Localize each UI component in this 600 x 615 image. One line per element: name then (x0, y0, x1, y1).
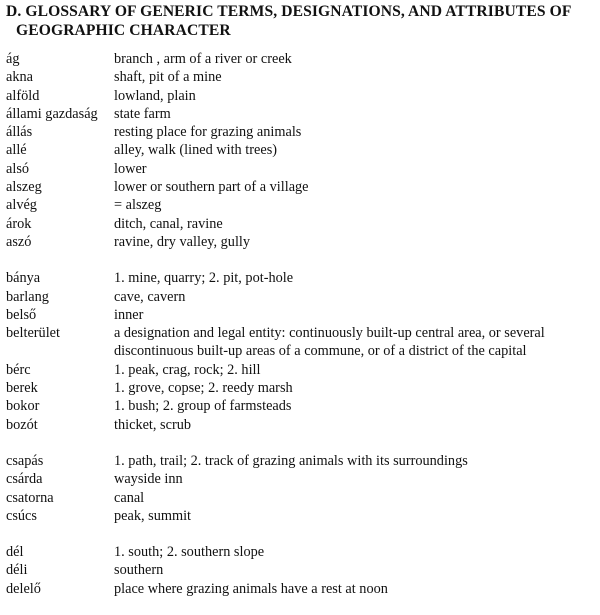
glossary-definition: canal (114, 489, 145, 506)
glossary-term: bánya (6, 270, 41, 287)
glossary-definition: shaft, pit of a mine (114, 69, 222, 86)
glossary-term: delelő (6, 580, 41, 597)
heading-line-2: GEOGRAPHIC CHARACTER (16, 21, 231, 39)
glossary-term: csapás (6, 452, 44, 469)
glossary-term: dél (6, 544, 24, 561)
glossary-term: csúcs (6, 507, 37, 524)
glossary-entry (6, 543, 600, 561)
glossary-definition: lowland, plain (114, 87, 196, 104)
glossary-entry (6, 416, 600, 434)
glossary-group (6, 50, 600, 251)
glossary-entry (6, 379, 600, 397)
glossary-entry (6, 50, 600, 68)
glossary-term: aszó (6, 233, 32, 250)
glossary-term: akna (6, 69, 33, 86)
glossary-body (6, 50, 600, 598)
glossary-term: alvég (6, 197, 37, 214)
glossary-term: alföld (6, 87, 40, 104)
glossary-entry (6, 105, 600, 123)
glossary-entry (6, 160, 600, 178)
glossary-group (6, 452, 600, 525)
glossary-entry (6, 233, 600, 251)
glossary-entry (6, 68, 600, 86)
glossary-definition: 1. mine, quarry; 2. pit, pot-hole (114, 270, 294, 287)
glossary-entry (6, 397, 600, 415)
glossary-term: állami gazdaság (6, 105, 98, 122)
glossary-term: alsó (6, 160, 30, 177)
glossary-entry (6, 580, 600, 598)
glossary-term: bozót (6, 416, 38, 433)
glossary-definition: wayside inn (114, 471, 183, 488)
glossary-entry (6, 196, 600, 214)
glossary-entry (6, 123, 600, 141)
glossary-definition: 1. bush; 2. group of farmsteads (114, 398, 292, 415)
glossary-entry (6, 215, 600, 233)
glossary-entry (6, 269, 600, 287)
glossary-entry (6, 178, 600, 196)
glossary-term: déli (6, 562, 28, 579)
glossary-entry (6, 470, 600, 488)
glossary-definition: ravine, dry valley, gully (114, 233, 251, 250)
glossary-term: csatorna (6, 489, 54, 506)
glossary-definition: 1. grove, copse; 2. reedy marsh (114, 380, 293, 397)
heading-line-1: D. GLOSSARY OF GENERIC TERMS, DESIGNATIONS, AND ATTRIBUTES OF (6, 3, 572, 20)
glossary-group (6, 269, 600, 434)
glossary-term: berek (6, 380, 38, 397)
glossary-term: állás (6, 124, 33, 141)
glossary-term: alszeg (6, 179, 42, 196)
glossary-definition: lower or southern part of a village (114, 179, 309, 196)
glossary-entry (6, 324, 600, 361)
glossary-group (6, 543, 600, 598)
glossary-definition: state farm (114, 105, 171, 122)
glossary-heading (6, 3, 600, 40)
glossary-entry (6, 361, 600, 379)
glossary-term: bérc (6, 361, 31, 378)
glossary-definition: = alszeg (114, 197, 162, 214)
glossary-term: árok (6, 215, 32, 232)
glossary-definition: 1. peak, crag, rock; 2. hill (114, 361, 261, 378)
glossary-definition: ditch, canal, ravine (114, 215, 223, 232)
glossary-term: bokor (6, 398, 40, 415)
glossary-definition: cave, cavern (114, 288, 186, 305)
glossary-definition: a designation and legal entity: continuously built-up central area, or several discontinuous built-up areas of a commune, or of a district of the capital (114, 325, 545, 360)
glossary-entry (6, 141, 600, 159)
glossary-definition: 1. south; 2. southern slope (114, 544, 265, 561)
glossary-definition: lower (114, 160, 147, 177)
glossary-entry (6, 87, 600, 105)
glossary-term: belső (6, 306, 37, 323)
glossary-entry (6, 507, 600, 525)
glossary-term: ág (6, 51, 20, 67)
glossary-definition: place where grazing animals have a rest at noon (114, 580, 388, 597)
glossary-entry (6, 306, 600, 324)
glossary-term: belterület (6, 325, 60, 342)
glossary-entry (6, 561, 600, 579)
glossary-entry (6, 489, 600, 507)
glossary-definition: inner (114, 306, 144, 323)
glossary-entry (6, 288, 600, 306)
glossary-definition: resting place for grazing animals (114, 124, 302, 141)
glossary-definition: 1. path, trail; 2. track of grazing animals with its surroundings (114, 452, 468, 469)
glossary-entry (6, 452, 600, 470)
glossary-term: csárda (6, 471, 43, 488)
glossary-term: barlang (6, 288, 49, 305)
glossary-definition: alley, walk (lined with trees) (114, 142, 278, 159)
glossary-definition: thicket, scrub (114, 416, 192, 433)
glossary-definition: branch , arm of a river or creek (114, 51, 292, 67)
glossary-definition: peak, summit (114, 507, 192, 524)
glossary-term: allé (6, 142, 27, 159)
glossary-definition: southern (114, 562, 164, 579)
